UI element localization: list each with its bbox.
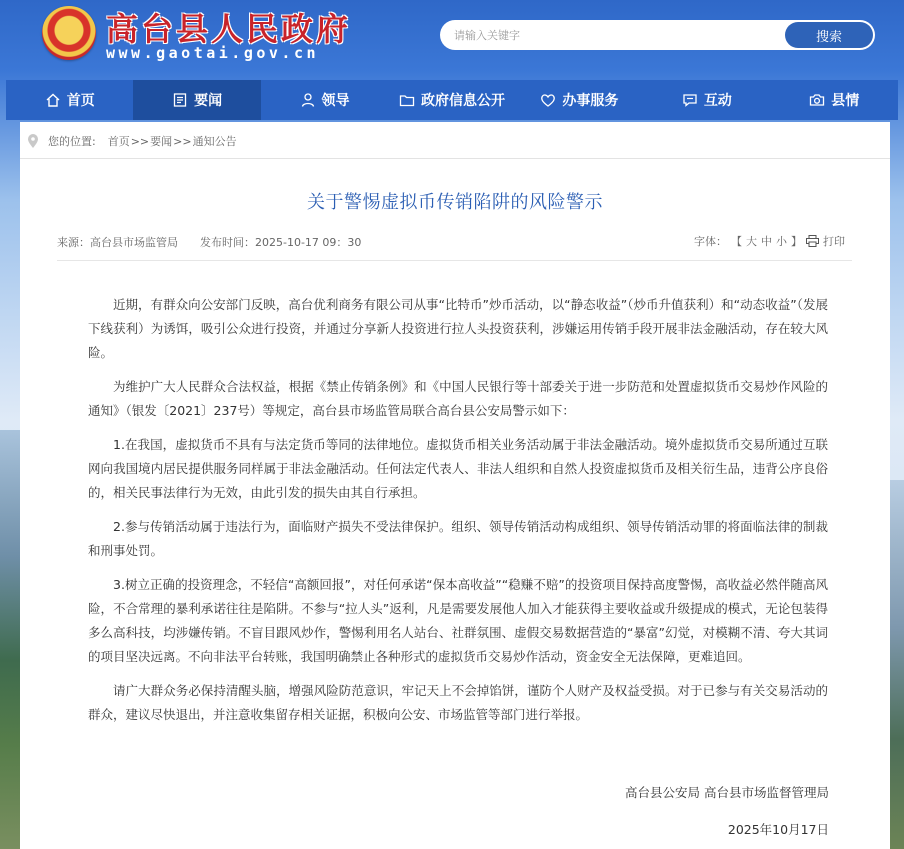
article-date: 2025年10月17日 bbox=[727, 822, 829, 837]
article-source: 来源：高台县市场监管局 bbox=[57, 236, 178, 249]
font-medium-button[interactable]: 中 bbox=[761, 235, 772, 248]
font-bracket-open: 【 bbox=[731, 235, 742, 248]
nav-item-label: 要闻 bbox=[194, 93, 223, 109]
font-size-label: 字体： bbox=[694, 235, 727, 248]
folder-icon bbox=[399, 92, 415, 108]
heart-icon bbox=[540, 92, 556, 108]
article-paragraph: 近期，有群众向公安部门反映，高台优利商务有限公司从事“比特币”炒币活动，以“静态收益”（炒币升值获利）和“动态收益”（发展下线获利）为诱饵，吸引公众进行投资，并通过分享新人投资进行拉人头投资获利，涉嫌运用传销手段开展非法金融活动，存在较大风险。 bbox=[88, 297, 828, 360]
breadcrumb-separator: >> bbox=[173, 134, 192, 148]
article-signature: 高台县公安局 高台县市场监督管理局 bbox=[625, 785, 829, 800]
search-button[interactable]: 搜索 bbox=[785, 22, 873, 48]
nav-item-label: 互动 bbox=[703, 93, 732, 109]
breadcrumb bbox=[26, 128, 237, 154]
camera-icon bbox=[809, 92, 825, 108]
nav-item-label: 首页 bbox=[66, 93, 95, 109]
nav-item-services[interactable] bbox=[516, 80, 643, 120]
breadcrumb-separator: >> bbox=[130, 134, 150, 148]
article-meta bbox=[57, 234, 361, 250]
nav-item-home[interactable] bbox=[6, 80, 133, 120]
nav-item-gov-info[interactable] bbox=[388, 80, 515, 120]
site-header bbox=[0, 0, 904, 78]
print-button[interactable]: 打印 bbox=[823, 235, 845, 248]
nav-item-interaction[interactable] bbox=[643, 80, 770, 120]
location-pin-icon bbox=[26, 133, 40, 149]
breadcrumb-home[interactable]: 首页 bbox=[107, 135, 130, 148]
search-box bbox=[440, 20, 875, 50]
nav-item-label: 领导 bbox=[321, 93, 350, 109]
nav-item-county-info[interactable] bbox=[771, 80, 898, 120]
nav-item-label: 县情 bbox=[831, 93, 860, 109]
background-scenery-left bbox=[0, 430, 20, 849]
background-scenery-right bbox=[888, 480, 904, 849]
nav-item-label: 办事服务 bbox=[562, 93, 619, 109]
print-icon[interactable] bbox=[806, 235, 819, 247]
breadcrumb-notices[interactable]: 通知公告 bbox=[192, 135, 237, 148]
article-paragraph: 1.在我国，虚拟货币不具有与法定货币等同的法律地位。虚拟货币相关业务活动属于非法金融活动。境外虚拟货币交易所通过互联网向我国境内居民提供服务同样属于非法金融活动。任何法定代表人、非法人组织和自然人投资虚拟货币及相关衍生品，违背公序良俗的，相关民事法律行为无效，由此引发的损失由其自行承担。 bbox=[88, 437, 828, 500]
nav-item-news[interactable] bbox=[133, 80, 260, 120]
article-paragraph: 3.树立正确的投资理念，不轻信“高额回报”，对任何承诺“保本高收益”“稳赚不赔”的投资项目保持高度警惕，高收益必然伴随高风险，不合常理的暴利承诺往往是陷阱。不参与“拉人头”返利，凡是需要发展他人加入才能获得主要收益或升级提成的模式，无论包装得多么高科技，均涉嫌传销。不盲目跟风炒作，警惕利用名人站台、社群氛围、虚假交易数据营造的“暴富”幻觉，对模糊不清、夸大其词的项目坚决远离。不向非法平台转账，我国明确禁止各种形式的虚拟货币交易炒作活动，资金安全无法保障，更难追回。 bbox=[88, 577, 828, 664]
search-input[interactable] bbox=[440, 20, 780, 50]
breadcrumb-divider bbox=[20, 158, 890, 159]
main-nav bbox=[6, 80, 898, 120]
chat-icon bbox=[682, 92, 698, 108]
meta-divider bbox=[57, 260, 852, 261]
news-icon bbox=[172, 92, 188, 108]
article-publish-time: 发布时间：2025-10-17 09：30 bbox=[200, 236, 362, 249]
font-bracket-close: 】 bbox=[791, 235, 802, 248]
article-tools bbox=[694, 233, 845, 249]
article-title: 关于警惕虚拟币传销陷阱的风险警示 bbox=[307, 192, 603, 213]
breadcrumb-label: 您的位置: bbox=[48, 135, 96, 148]
article-paragraph: 2.参与传销活动属于违法行为，面临财产损失不受法律保护。组织、领导传销活动构成组织、领导传销活动罪的将面临法律的制裁和刑事处罚。 bbox=[88, 519, 828, 558]
person-icon bbox=[300, 92, 316, 108]
nav-item-leaders[interactable] bbox=[261, 80, 388, 120]
article-card bbox=[20, 122, 890, 849]
site-domain: www.gaotai.gov.cn bbox=[106, 44, 320, 62]
breadcrumb-news[interactable]: 要闻 bbox=[150, 135, 173, 148]
article-paragraph: 请广大群众务必保持清醒头脑，增强风险防范意识，牢记天上不会掉馅饼，谨防个人财产及权益受损。对于已参与有关交易活动的群众，建议尽快退出，并注意收集留存相关证据，积极向公安、市场监管等部门进行举报。 bbox=[88, 683, 828, 722]
national-emblem-icon bbox=[42, 6, 96, 60]
home-icon bbox=[45, 92, 61, 108]
font-large-button[interactable]: 大 bbox=[746, 235, 757, 248]
article-body bbox=[88, 293, 828, 737]
nav-item-label: 政府信息公开 bbox=[420, 93, 505, 109]
article-paragraph: 为维护广大人民群众合法权益，根据《禁止传销条例》和《中国人民银行等十部委关于进一步防范和处置虚拟货币交易炒作风险的通知》（银发〔2021〕237号）等规定，高台县市场监管局联合高台县公安局警示如下： bbox=[88, 379, 828, 418]
font-small-button[interactable]: 小 bbox=[776, 235, 787, 248]
site-title[interactable]: 高台县人民政府 bbox=[106, 10, 352, 48]
